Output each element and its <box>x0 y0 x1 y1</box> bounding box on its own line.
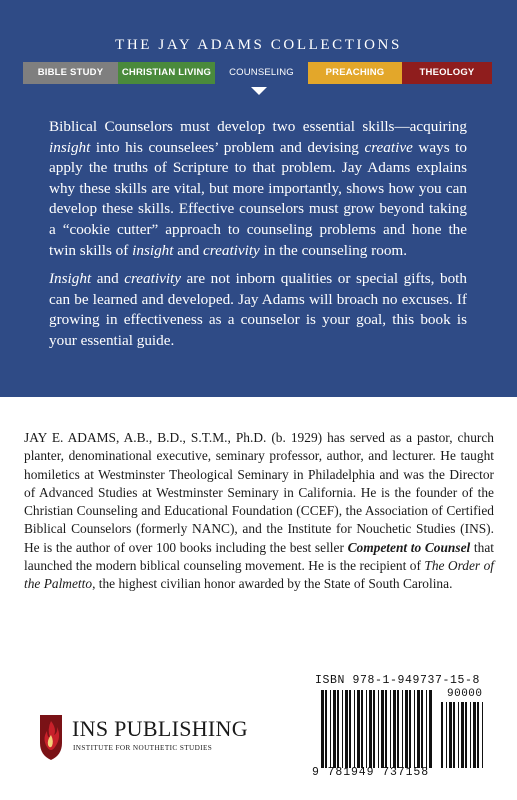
barcode-bar <box>402 690 403 768</box>
description-paragraph-2: Insight and creativity are not inborn qualities or special gifts, both can be learned and developed. Jay Adams will broach no excuses. If growing in effectiveness as a counselor is your goal, this book is your essential guide. <box>49 270 467 349</box>
barcode-bar <box>429 690 432 768</box>
category-tabs <box>23 62 492 84</box>
barcode-bar <box>378 690 379 768</box>
publisher-logo <box>38 713 248 763</box>
barcode-bar <box>349 690 351 768</box>
isbn-label: ISBN 978-1-949737-15-8 <box>315 674 481 687</box>
barcode-bar <box>465 702 467 768</box>
tab-preaching: PREACHING <box>308 62 402 84</box>
barcode-bar <box>345 690 348 768</box>
barcode-bar <box>449 702 452 768</box>
price-barcode-bars <box>441 702 485 768</box>
barcode-bar <box>342 690 343 768</box>
barcode-bar <box>397 690 399 768</box>
barcode-bar <box>409 690 411 768</box>
tab-counseling: COUNSELING <box>229 67 294 78</box>
barcode-bar <box>366 690 367 768</box>
barcode-bar <box>417 690 420 768</box>
barcode-bar <box>470 702 471 768</box>
publisher-flame-icon <box>38 713 64 761</box>
barcode-bar <box>482 702 483 768</box>
tab-christian-living: CHRISTIAN LIVING <box>118 62 215 84</box>
barcode-bar <box>373 690 375 768</box>
ean-barcode-bars <box>321 690 433 768</box>
barcode-bar <box>385 690 387 768</box>
barcode-bar <box>357 690 360 768</box>
barcode-bar <box>393 690 396 768</box>
selected-tab-pointer-icon <box>251 87 267 95</box>
barcode-bar <box>405 690 408 768</box>
barcode-bar <box>390 690 391 768</box>
tab-theology: THEOLOGY <box>402 62 492 84</box>
barcode-bar <box>325 690 327 768</box>
barcode-bar <box>354 690 355 768</box>
barcode-bar <box>477 702 479 768</box>
barcode-bar <box>337 690 339 768</box>
barcode-bar <box>421 690 423 768</box>
barcode-bar <box>446 702 447 768</box>
publisher-name: INS PUBLISHING <box>72 716 248 741</box>
barcode-bar <box>333 690 336 768</box>
back-cover-top-panel <box>0 0 517 397</box>
description-paragraph-1: Biblical Counselors must develop two essential skills—acquiring insight into his counselees’ problem and devising creative ways to apply the truths of Scripture to that problem. Jay Adams explains why these skills are vital, but more importantly, shows how you can develop these skills. Effective counselors must grow beyond taking a “cookie cutter” approach to counseling problems and hone the twin skills of insight and creativity in the counseling room. <box>49 118 467 259</box>
barcode-bar <box>461 702 464 768</box>
ean-number: 9 781949 737158 <box>312 766 430 779</box>
barcode-bar <box>458 702 459 768</box>
barcode-bar <box>361 690 363 768</box>
barcode-bar <box>330 690 331 768</box>
book-description <box>49 117 467 360</box>
barcode-bar <box>414 690 415 768</box>
series-title: THE JAY ADAMS COLLECTIONS <box>115 37 402 53</box>
price-code: 90000 <box>447 688 483 700</box>
barcode-bar <box>381 690 384 768</box>
barcode-bar <box>473 702 476 768</box>
barcode-bar <box>369 690 372 768</box>
tab-bible-study: BIBLE STUDY <box>23 62 118 84</box>
barcode-bar <box>453 702 455 768</box>
barcode-bar <box>426 690 427 768</box>
barcode-bar <box>321 690 324 768</box>
barcode-bar <box>441 702 443 768</box>
publisher-tagline: INSTITUTE FOR NOUTHETIC STUDIES <box>73 744 213 752</box>
isbn-barcode <box>309 672 494 782</box>
author-bio: JAY E. ADAMS, A.B., B.D., S.T.M., Ph.D. (b. 1929) has served as a pastor, church planter, denominational executive, seminary professor, author, and lecturer. He taught homiletics at Westminster Theological Seminary in Philadelphia and was the Director of Advanced Studies at Westminster Seminary in California. He is the founder of the Christian Counseling and Educational Foundation (CCEF), the Association of Certified Biblical Counselors (formerly NANC), and the Institute for Nouchetic Studies (INS). He is the author of over 100 books including the best seller Competent to Counsel that launched the modern biblical counseling movement. He is the recipient of The Order of the Palmetto, the highest civilian honor awarded by the State of South Carolina. <box>24 430 494 592</box>
